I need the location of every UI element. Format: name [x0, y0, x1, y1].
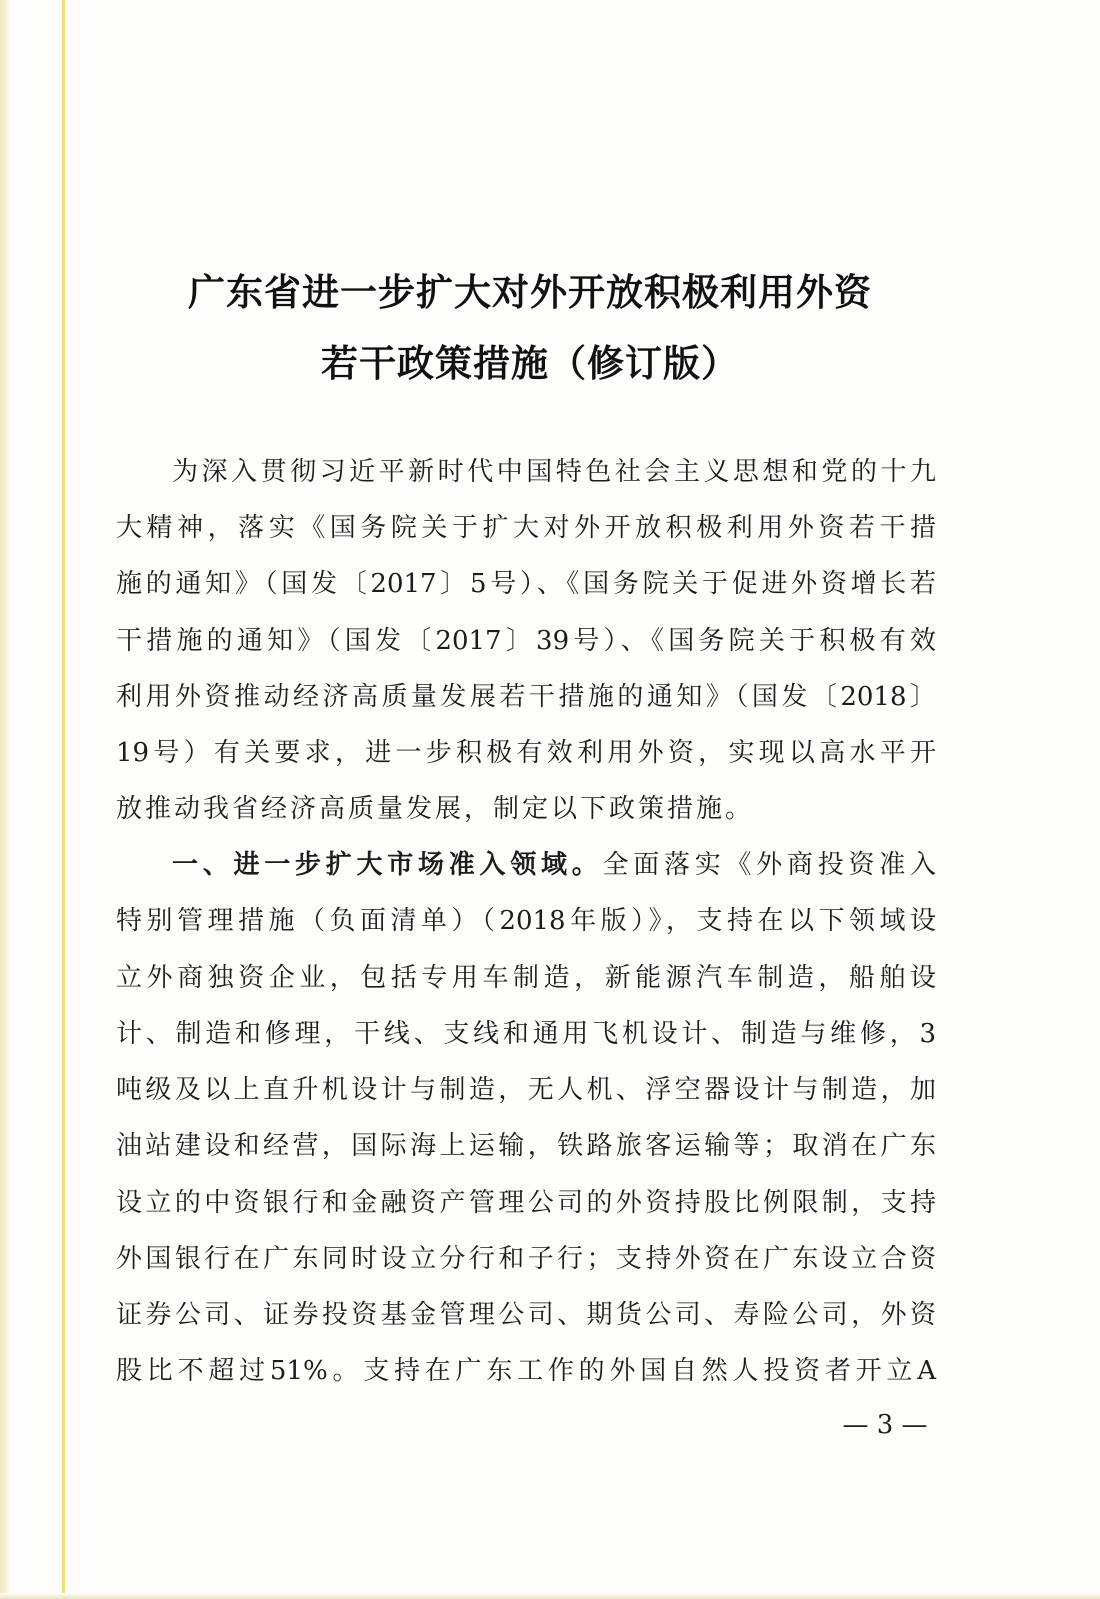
- paragraph-line: 特别管理措施（负面清单）（2018年版）》，支持在以下领域设: [116, 906, 936, 936]
- paragraph-line: 股比不超过51%。支持在广东工作的外国自然人投资者开立A: [116, 1356, 936, 1386]
- page-left-edge: [0, 0, 10, 1599]
- section-1-heading: 一、进一步扩大市场准入领域。: [172, 850, 603, 880]
- paragraph-line: 计、制造和修理，干线、支线和通用飞机设计、制造与维修，3: [116, 1019, 936, 1049]
- document-title-line-1: 广东省进一步扩大对外开放积极利用外资: [188, 271, 872, 314]
- paragraph-line: 施的通知》（国发〔2017〕5号）、《国务院关于促进外资增长若: [116, 569, 936, 599]
- page-margin-line: [62, 0, 65, 1599]
- paragraph-line: 干措施的通知》（国发〔2017〕39号）、《国务院关于积极有效: [116, 626, 936, 656]
- paragraph-line: 证券公司、证券投资基金管理公司、期货公司、寿险公司，外资: [116, 1300, 936, 1330]
- document-title-line-2: 若干政策措施（修订版）: [321, 342, 739, 385]
- paragraph-line: 吨级及以上直升机设计与制造，无人机、浮空器设计与制造，加: [116, 1075, 936, 1105]
- section-1-first-line-rest: 全面落实《外商投资准入: [602, 850, 936, 880]
- paragraph-line: 油站建设和经营，国际海上运输，铁路旅客运输等；取消在广东: [116, 1131, 936, 1161]
- paragraph-line: 19号）有关要求，进一步积极有效利用外资，实现以高水平开: [116, 738, 936, 768]
- paragraph-line: 立外商独资企业，包括专用车制造，新能源汽车制造，船舶设: [116, 963, 936, 993]
- section-1-first-line: [116, 845, 936, 885]
- paragraph-line: 设立的中资银行和金融资产管理公司的外资持股比例限制，支持: [116, 1188, 936, 1218]
- paragraph-line: 放推动我省经济高质量发展，制定以下政策措施。: [116, 794, 755, 824]
- paragraph-line: 利用外资推动经济高质量发展若干措施的通知》（国发〔2018〕: [116, 682, 936, 712]
- paragraph-line: 外国银行在广东同时设立分行和子行；支持外资在广东设立合资: [116, 1244, 936, 1274]
- paragraph-line: 为深入贯彻习近平新时代中国特色社会主义思想和党的十九: [172, 457, 936, 487]
- page-number: — 3 —: [842, 1410, 928, 1440]
- paragraph-line: 大精神，落实《国务院关于扩大对外开放积极利用外资若干措: [116, 513, 936, 543]
- page-bottom-edge: [0, 1593, 1100, 1599]
